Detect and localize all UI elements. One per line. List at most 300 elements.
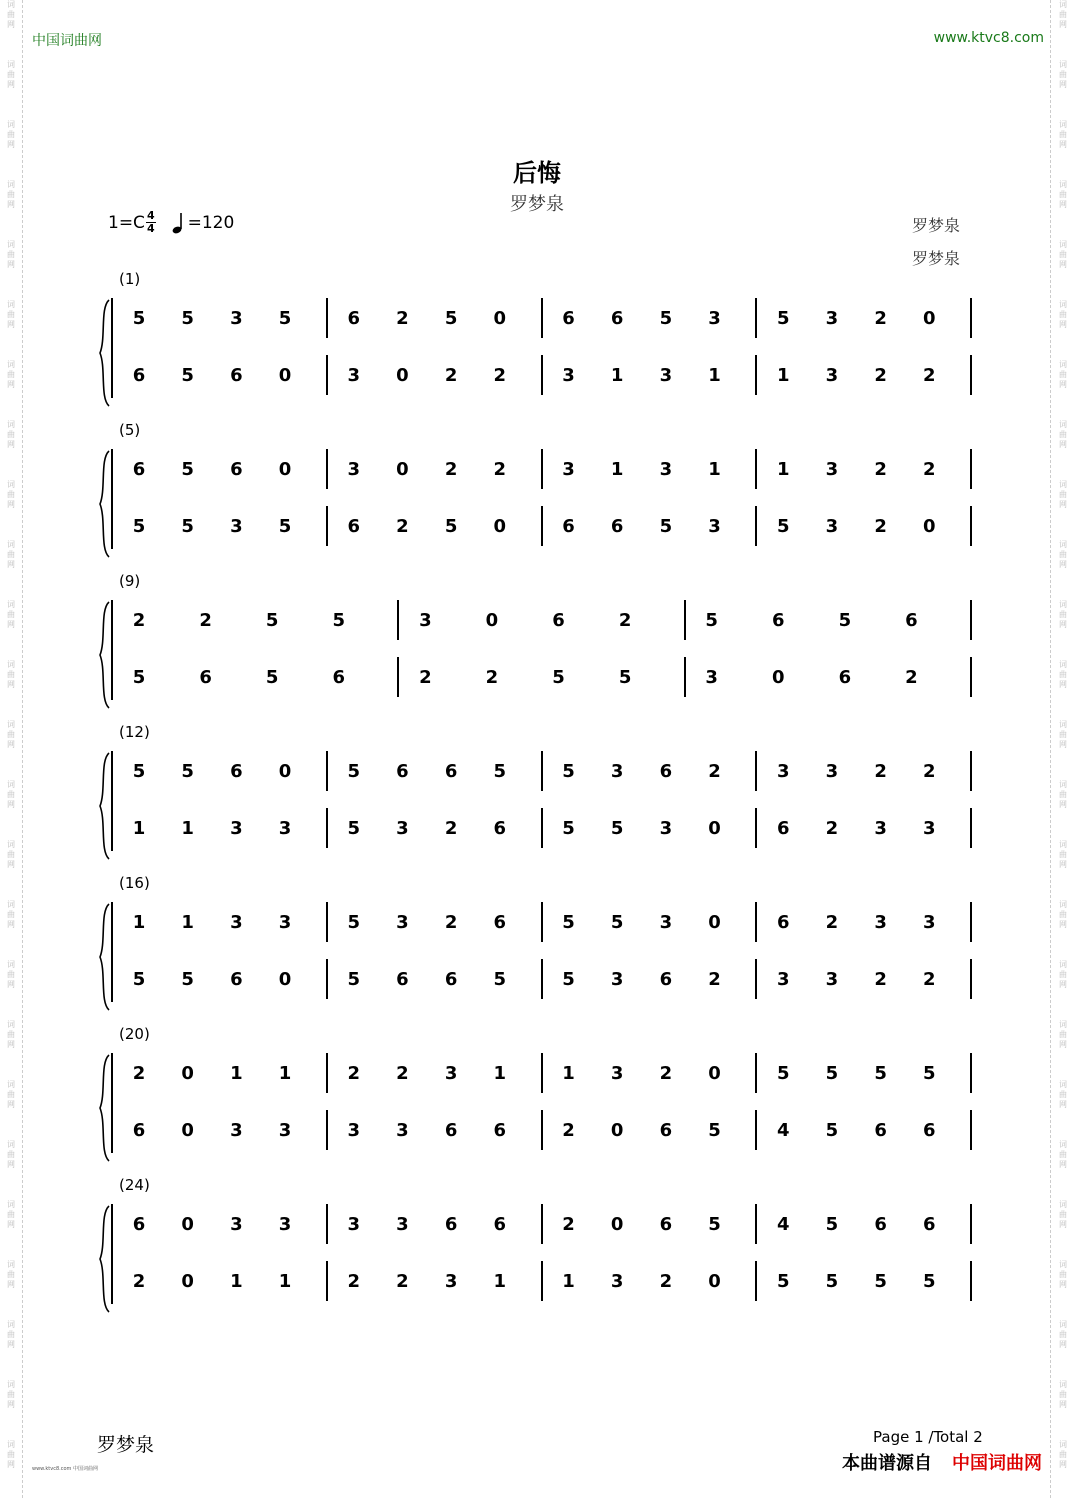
upper-staff-note: 3	[562, 459, 575, 480]
upper-staff-note: 0	[923, 308, 936, 329]
upper-staff-note: 3	[825, 761, 839, 782]
barline	[970, 902, 972, 942]
barline	[755, 298, 757, 338]
lower-staff-note: 3	[230, 818, 243, 839]
tempo: =120	[187, 212, 235, 233]
system-start-line	[111, 600, 113, 700]
watermark-text: 词 曲 网	[7, 240, 15, 269]
barline	[541, 959, 543, 999]
barline	[970, 1204, 972, 1244]
lower-staff-note: 6	[562, 516, 575, 537]
upper-staff-note: 1	[776, 459, 790, 480]
watermark-text: 词 曲 网	[7, 960, 15, 989]
watermark-text: 词 曲 网	[7, 0, 15, 29]
barline	[541, 1110, 543, 1150]
footer-site-link[interactable]: 中国词曲网	[952, 1453, 1042, 1474]
lower-staff-note: 3	[825, 969, 839, 990]
lower-staff-note: 1	[181, 818, 194, 839]
lower-staff-note: 0	[610, 1120, 624, 1141]
upper-staff-note: 3	[610, 761, 624, 782]
lower-staff-note: 3	[874, 818, 887, 839]
barline	[755, 751, 757, 791]
upper-staff-note: 5	[708, 1214, 721, 1235]
lower-staff-note: 0	[181, 1271, 194, 1292]
watermark-text: 词 曲 网	[1059, 1380, 1067, 1409]
upper-staff-note: 1	[493, 1063, 507, 1084]
barline	[541, 751, 543, 791]
upper-staff-note: 0	[493, 308, 507, 329]
lower-staff-note: 1	[708, 365, 721, 386]
lower-staff-note: 3	[444, 1271, 458, 1292]
watermark-text: 词 曲 网	[1059, 720, 1067, 749]
watermark-text: 词 曲 网	[7, 900, 15, 929]
upper-staff-note: 0	[181, 1214, 194, 1235]
lower-staff-note: 6	[332, 667, 346, 688]
barline	[684, 657, 686, 697]
system-start-line	[111, 1053, 113, 1153]
barline	[970, 1110, 972, 1150]
measure-number: (20)	[119, 1025, 150, 1043]
watermark-text: 词 曲 网	[1059, 1080, 1067, 1109]
upper-staff-note: 2	[874, 308, 887, 329]
upper-staff-note: 0	[485, 610, 499, 631]
upper-staff-note: 1	[132, 912, 146, 933]
upper-staff-note: 0	[610, 1214, 624, 1235]
lower-staff-note: 6	[923, 1120, 936, 1141]
lower-staff-note: 5	[444, 516, 458, 537]
upper-staff-note: 6	[230, 459, 243, 480]
lower-staff-note: 0	[771, 667, 785, 688]
watermark-text: 词 曲 网	[1059, 0, 1067, 29]
measure-number: (1)	[119, 270, 141, 288]
barline	[326, 1204, 328, 1244]
lower-staff-note: 2	[396, 1271, 409, 1292]
upper-staff-note: 5	[659, 308, 673, 329]
lower-staff-note: 5	[659, 516, 673, 537]
lower-staff-note: 5	[874, 1271, 887, 1292]
upper-staff-note: 6	[132, 1214, 146, 1235]
barline	[970, 449, 972, 489]
lower-staff-note: 0	[708, 818, 721, 839]
upper-staff-note: 3	[444, 1063, 458, 1084]
upper-staff-note: 1	[610, 459, 624, 480]
watermark-text: 词 曲 网	[7, 120, 15, 149]
system-start-line	[111, 902, 113, 1002]
lower-staff-note: 6	[230, 969, 243, 990]
measure-number: (24)	[119, 1176, 150, 1194]
score-system	[98, 751, 978, 861]
lower-staff-note: 3	[659, 818, 673, 839]
lower-staff-note: 0	[708, 1271, 721, 1292]
song-title: 后悔	[513, 159, 561, 187]
upper-staff-note: 2	[825, 912, 839, 933]
lower-staff-note: 6	[199, 667, 212, 688]
upper-staff-note: 5	[562, 912, 575, 933]
lower-staff-note: 3	[825, 516, 839, 537]
lower-staff-note: 6	[659, 969, 673, 990]
lower-staff-note: 5	[132, 667, 146, 688]
measure-number: (16)	[119, 874, 150, 892]
key-signature	[108, 210, 234, 235]
watermark-text: 词 曲 网	[7, 540, 15, 569]
key-prefix: 1=C	[108, 212, 145, 233]
upper-staff-note: 1	[230, 1063, 243, 1084]
upper-staff-note: 3	[659, 912, 673, 933]
lower-staff-note: 2	[708, 969, 721, 990]
barline	[326, 1053, 328, 1093]
lower-staff-note: 2	[659, 1271, 673, 1292]
watermark-text: 词 曲 网	[1059, 120, 1067, 149]
upper-staff-note: 3	[230, 1214, 243, 1235]
lower-staff-note: 1	[562, 1271, 575, 1292]
upper-staff-note: 5	[347, 761, 361, 782]
upper-staff-note: 5	[705, 610, 718, 631]
watermark-text: 词 曲 网	[1059, 420, 1067, 449]
lower-staff-note: 6	[610, 516, 624, 537]
watermark-text: 词 曲 网	[1059, 1320, 1067, 1349]
brace-icon	[98, 1053, 110, 1163]
score-system	[98, 1204, 978, 1314]
quarter-note-icon	[172, 212, 186, 234]
lower-staff-note: 2	[562, 1120, 575, 1141]
lower-staff-note: 3	[562, 365, 575, 386]
watermark-text: 词 曲 网	[7, 1020, 15, 1049]
upper-staff-note: 2	[493, 459, 507, 480]
upper-staff-note: 0	[278, 761, 292, 782]
watermark-text: 词 曲 网	[7, 420, 15, 449]
lower-staff-note: 2	[874, 969, 887, 990]
lower-staff-note: 3	[278, 1120, 292, 1141]
lower-staff-note: 3	[347, 365, 361, 386]
upper-staff-note: 0	[181, 1063, 194, 1084]
lower-staff-note: 6	[230, 365, 243, 386]
lower-staff-note: 2	[444, 365, 458, 386]
lower-staff-note: 1	[230, 1271, 243, 1292]
lower-staff-note: 3	[708, 516, 721, 537]
lower-staff-note: 5	[132, 969, 146, 990]
upper-staff-note: 6	[905, 610, 918, 631]
upper-staff-note: 5	[776, 308, 790, 329]
upper-staff-note: 3	[230, 308, 243, 329]
upper-staff-note: 5	[444, 308, 458, 329]
lower-staff-note: 2	[444, 818, 458, 839]
beat-top: 4	[146, 209, 155, 222]
watermark-text: 词 曲 网	[7, 1140, 15, 1169]
lower-staff-note: 5	[610, 818, 624, 839]
upper-staff-note: 6	[659, 761, 673, 782]
watermark-text: 词 曲 网	[1059, 480, 1067, 509]
watermark-text: 词 曲 网	[7, 1440, 15, 1469]
barline	[970, 751, 972, 791]
upper-staff-note: 3	[230, 912, 243, 933]
watermark-text: 词 曲 网	[7, 1320, 15, 1349]
lower-staff-note: 3	[230, 1120, 243, 1141]
upper-staff-note: 5	[132, 308, 146, 329]
lower-staff-note: 5	[562, 969, 575, 990]
barline	[326, 1261, 328, 1301]
lower-staff-note: 2	[347, 1271, 361, 1292]
lower-staff-note: 1	[132, 818, 146, 839]
upper-staff-note: 6	[493, 1214, 507, 1235]
upper-staff-note: 3	[347, 459, 361, 480]
watermark-text: 词 曲 网	[1059, 1200, 1067, 1229]
upper-staff-note: 6	[230, 761, 243, 782]
measure-number: (12)	[119, 723, 150, 741]
watermark-text: 词 曲 网	[1059, 840, 1067, 869]
score-system	[98, 298, 978, 408]
barline	[541, 355, 543, 395]
lower-staff-note: 0	[396, 365, 409, 386]
footer-artist: 罗梦泉	[97, 1434, 155, 1456]
upper-staff-note: 5	[610, 912, 624, 933]
lower-staff-note: 2	[825, 818, 839, 839]
watermark-text: 词 曲 网	[7, 720, 15, 749]
lower-staff-note: 5	[265, 667, 279, 688]
upper-staff-note: 3	[825, 308, 839, 329]
upper-staff-note: 3	[278, 912, 292, 933]
barline	[970, 959, 972, 999]
barline	[541, 1204, 543, 1244]
upper-staff-note: 1	[562, 1063, 575, 1084]
upper-staff-note: 2	[396, 308, 409, 329]
barline	[970, 298, 972, 338]
upper-staff-note: 2	[874, 761, 887, 782]
upper-staff-note: 6	[552, 610, 565, 631]
upper-staff-note: 3	[396, 1214, 409, 1235]
score-system	[98, 600, 978, 710]
upper-staff-note: 2	[562, 1214, 575, 1235]
upper-staff-note: 5	[181, 761, 194, 782]
barline	[541, 808, 543, 848]
watermark-text: 词 曲 网	[7, 1080, 15, 1109]
score-system	[98, 1053, 978, 1163]
barline	[326, 751, 328, 791]
upper-staff-note: 5	[874, 1063, 887, 1084]
watermark-text: 词 曲 网	[1059, 900, 1067, 929]
lower-staff-note: 1	[278, 1271, 292, 1292]
lower-staff-note: 6	[493, 1120, 507, 1141]
lower-staff-note: 6	[659, 1120, 673, 1141]
upper-staff-note: 2	[923, 761, 936, 782]
page-indicator: Page 1 /Total 2	[873, 1428, 983, 1446]
score-system	[98, 902, 978, 1012]
watermark-text: 词 曲 网	[1059, 60, 1067, 89]
upper-staff-note: 4	[776, 1214, 790, 1235]
upper-staff-note: 6	[347, 308, 361, 329]
lower-staff-note: 3	[610, 1271, 624, 1292]
lower-staff-note: 3	[705, 667, 718, 688]
upper-staff-note: 0	[708, 1063, 721, 1084]
watermark-text: 词 曲 网	[1059, 600, 1067, 629]
barline	[755, 1261, 757, 1301]
upper-staff-note: 6	[874, 1214, 887, 1235]
watermark-text: 词 曲 网	[1059, 1260, 1067, 1289]
lower-staff-note: 5	[776, 516, 790, 537]
lower-staff-note: 3	[659, 365, 673, 386]
watermark-text: 词 曲 网	[1059, 1140, 1067, 1169]
upper-staff-note: 5	[332, 610, 346, 631]
watermark-text: 词 曲 网	[1059, 1020, 1067, 1049]
upper-staff-note: 2	[659, 1063, 673, 1084]
lower-staff-note: 2	[132, 1271, 146, 1292]
upper-staff-note: 1	[181, 912, 194, 933]
lower-staff-note: 2	[923, 969, 936, 990]
time-signature	[146, 210, 156, 235]
brace-icon	[98, 751, 110, 861]
upper-staff-note: 2	[347, 1063, 361, 1084]
barline	[326, 959, 328, 999]
barline	[326, 902, 328, 942]
upper-staff-note: 5	[562, 761, 575, 782]
lower-staff-note: 0	[278, 365, 292, 386]
upper-staff-note: 6	[659, 1214, 673, 1235]
watermark-text: 词 曲 网	[7, 480, 15, 509]
lower-staff-note: 3	[923, 818, 936, 839]
barline	[326, 298, 328, 338]
upper-staff-note: 6	[444, 1214, 458, 1235]
lower-staff-note: 6	[347, 516, 361, 537]
barline	[755, 355, 757, 395]
lower-staff-note: 5	[181, 365, 194, 386]
lower-staff-note: 3	[776, 969, 790, 990]
watermark-text: 词 曲 网	[7, 1260, 15, 1289]
watermark-text: 词 曲 网	[7, 180, 15, 209]
watermark-text: 词 曲 网	[7, 300, 15, 329]
upper-staff-note: 5	[776, 1063, 790, 1084]
header-site-name: 中国词曲网	[32, 33, 102, 49]
lower-staff-note: 2	[874, 516, 887, 537]
upper-staff-note: 3	[874, 912, 887, 933]
lower-staff-note: 5	[618, 667, 632, 688]
upper-staff-note: 6	[396, 761, 409, 782]
beat-bottom: 4	[146, 222, 155, 235]
lower-staff-note: 5	[562, 818, 575, 839]
footer-source-label: 本曲谱源自	[842, 1453, 932, 1474]
lower-staff-note: 0	[278, 969, 292, 990]
lower-staff-note: 1	[493, 1271, 507, 1292]
barline	[541, 298, 543, 338]
upper-staff-note: 3	[708, 308, 721, 329]
brace-icon	[98, 449, 110, 559]
upper-staff-note: 5	[181, 308, 194, 329]
lower-staff-note: 3	[396, 818, 409, 839]
lower-staff-note: 3	[347, 1120, 361, 1141]
lower-staff-note: 3	[230, 516, 243, 537]
upper-staff-note: 2	[618, 610, 632, 631]
left-watermark-strip	[4, 0, 18, 1498]
upper-staff-note: 6	[771, 610, 785, 631]
watermark-text: 词 曲 网	[7, 1200, 15, 1229]
upper-staff-note: 3	[776, 761, 790, 782]
barline	[970, 1261, 972, 1301]
lower-staff-note: 6	[396, 969, 409, 990]
system-start-line	[111, 1204, 113, 1304]
brace-icon	[98, 902, 110, 1012]
upper-staff-note: 3	[347, 1214, 361, 1235]
system-start-line	[111, 449, 113, 549]
lower-staff-note: 0	[181, 1120, 194, 1141]
brace-icon	[98, 298, 110, 408]
upper-staff-note: 6	[132, 459, 146, 480]
lower-staff-note: 6	[493, 818, 507, 839]
barline	[970, 657, 972, 697]
watermark-text: 词 曲 网	[1059, 960, 1067, 989]
lower-staff-note: 2	[874, 365, 887, 386]
barline	[755, 1110, 757, 1150]
upper-staff-note: 2	[132, 1063, 146, 1084]
barline	[755, 506, 757, 546]
barline	[541, 449, 543, 489]
barline	[326, 449, 328, 489]
score-system	[98, 449, 978, 559]
system-start-line	[111, 751, 113, 851]
watermark-text: 词 曲 网	[1059, 660, 1067, 689]
upper-staff-note: 3	[610, 1063, 624, 1084]
lower-staff-note: 5	[493, 969, 507, 990]
measure-number: (5)	[119, 421, 141, 439]
brace-icon	[98, 600, 110, 710]
lower-staff-note: 5	[347, 969, 361, 990]
upper-staff-note: 5	[838, 610, 852, 631]
upper-staff-note: 5	[181, 459, 194, 480]
lower-staff-note: 5	[708, 1120, 721, 1141]
watermark-text: 词 曲 网	[1059, 540, 1067, 569]
lower-staff-note: 5	[132, 516, 146, 537]
barline	[541, 1053, 543, 1093]
lower-staff-note: 2	[485, 667, 499, 688]
barline	[755, 1204, 757, 1244]
watermark-text: 词 曲 网	[7, 840, 15, 869]
lower-staff-note: 6	[444, 969, 458, 990]
upper-staff-note: 2	[396, 1063, 409, 1084]
upper-staff-note: 5	[825, 1063, 839, 1084]
upper-staff-note: 5	[493, 761, 507, 782]
footer-tiny-url: www.ktvc8.com 中国词曲网	[32, 1466, 99, 1472]
watermark-text: 词 曲 网	[1059, 300, 1067, 329]
lower-staff-note: 2	[905, 667, 918, 688]
upper-staff-note: 5	[265, 610, 279, 631]
lower-staff-note: 3	[396, 1120, 409, 1141]
lower-staff-note: 5	[552, 667, 565, 688]
lower-staff-note: 6	[838, 667, 852, 688]
barline	[326, 1110, 328, 1150]
watermark-text: 词 曲 网	[7, 780, 15, 809]
song-artist: 罗梦泉	[510, 194, 564, 215]
barline	[397, 600, 399, 640]
lower-staff-note: 6	[776, 818, 790, 839]
upper-staff-note: 6	[923, 1214, 936, 1235]
upper-staff-note: 5	[278, 308, 292, 329]
watermark-text: 词 曲 网	[7, 600, 15, 629]
watermark-text: 词 曲 网	[1059, 180, 1067, 209]
brace-icon	[98, 1204, 110, 1314]
watermark-text: 词 曲 网	[1059, 1440, 1067, 1469]
barline	[755, 902, 757, 942]
lower-staff-note: 3	[825, 365, 839, 386]
barline	[541, 902, 543, 942]
lower-staff-note: 3	[610, 969, 624, 990]
barline	[541, 506, 543, 546]
lower-staff-note: 6	[132, 365, 146, 386]
barline	[326, 355, 328, 395]
lower-staff-note: 4	[776, 1120, 790, 1141]
barline	[755, 959, 757, 999]
right-watermark-strip	[1056, 0, 1070, 1498]
upper-staff-note: 3	[659, 459, 673, 480]
upper-staff-note: 1	[278, 1063, 292, 1084]
lower-staff-note: 6	[132, 1120, 146, 1141]
header-site-url[interactable]: www.ktvc8.com	[933, 30, 1044, 46]
